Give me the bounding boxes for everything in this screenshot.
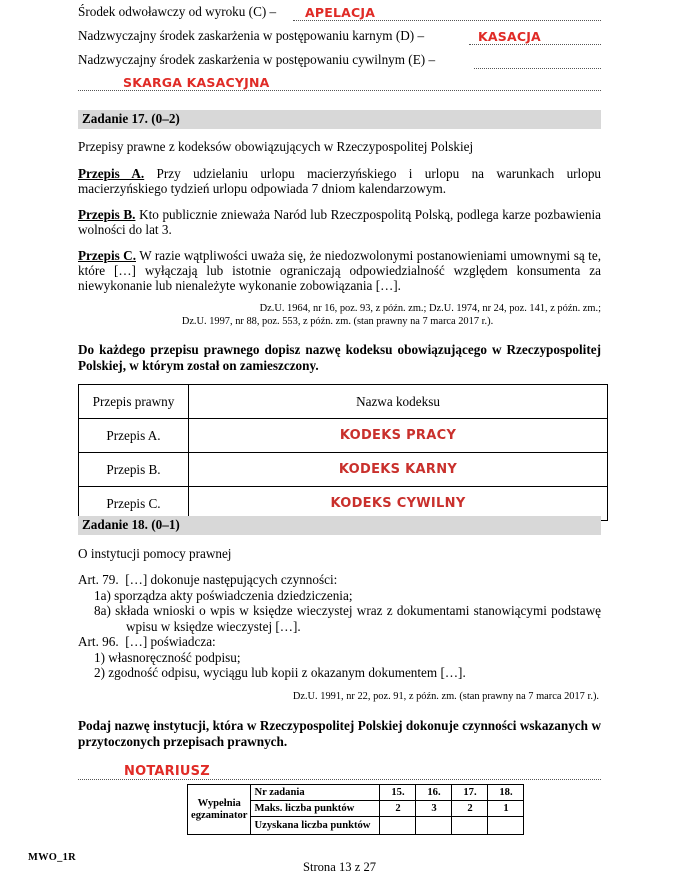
carryover-answer-c: APELACJA [305, 5, 376, 20]
article-79-text: […] dokonuje następujących czynności: [125, 572, 338, 587]
provision-a-text: Przy udzielaniu urlopu macierzyńskiego i urlopu na warunkach urlopu macierzyńskiego tydzień urlopu odpowiada 7 dniom kalendarzowym. [78, 166, 602, 196]
dotted-fill-task-18[interactable] [78, 779, 601, 780]
carryover-answer-e: SKARGA KASACYJNA [123, 75, 270, 90]
row-answer-b[interactable]: KODEKS KARNY [189, 453, 608, 487]
obtained-points-16[interactable] [416, 817, 452, 835]
task-18-intro: O instytucji pomocy prawnej [78, 546, 232, 561]
table-row [79, 419, 608, 453]
kodeks-answer-table [78, 384, 608, 521]
task-number-17: 17. [452, 785, 488, 801]
max-points-17: 2 [452, 801, 488, 817]
task-17-instruction: Do każdego przepisu prawnego dopisz nazwę kodeksu obowiązującego w Rzeczypospolitej Polskiej, w którym został on zamieszczony. [78, 342, 601, 373]
task-18-heading: Zadanie 18. (0–1) [78, 516, 601, 535]
page-number-footer: Strona 13 z 27 [302, 860, 377, 874]
row-answer-c[interactable]: KODEKS CYWILNY [189, 487, 608, 521]
row-provision-c: Przepis C. [79, 487, 189, 521]
task-18-answer: NOTARIUSZ [124, 763, 210, 779]
score-row-task-numbers [188, 785, 524, 801]
task-18-articles [78, 572, 601, 681]
article-79-label: Art. 79. [78, 572, 119, 587]
exam-code-footer: MWO_1R [28, 852, 76, 863]
carryover-line-e-cont [78, 71, 601, 93]
task-number-15: 15. [380, 785, 416, 801]
row-provision-b: Przepis B. [79, 453, 189, 487]
task-18 [78, 516, 601, 782]
max-points-15: 2 [380, 801, 416, 817]
score-label-obtained-points: Uzyskana liczba punktów [251, 817, 380, 835]
provision-b-text: Kto publicznie znieważa Naród lub Rzeczpospolitą Polską, podlega karze pozbawienia wolności do lat 3. [78, 207, 602, 237]
table-row [79, 453, 608, 487]
article-96-item-1: 1) własnoręczność podpisu; [94, 649, 241, 665]
score-label-task-number: Nr zadania [251, 785, 380, 801]
carryover-prompt-d: Nadzwyczajny środek zaskarżenia w postępowaniu karnym (D) – [78, 28, 425, 43]
task-17-source-line-2: Dz.U. 1997, nr 88, poz. 553, z późn. zm. (stan prawny na 7 marca 2017 r.). [181, 316, 494, 327]
filled-by-line-1: Wypełnia [197, 797, 241, 809]
dotted-fill-e-cont[interactable] [78, 90, 601, 91]
dotted-fill-e[interactable] [474, 68, 601, 69]
obtained-points-15[interactable] [380, 817, 416, 835]
task-number-18: 18. [488, 785, 524, 801]
carryover-line-e [78, 47, 601, 71]
article-79-item-1a: 1a) sporządza akty poświadczenia dziedziczenia; [94, 587, 353, 603]
max-points-16: 3 [416, 801, 452, 817]
header-provision: Przepis prawny [79, 385, 189, 419]
article-96 [78, 634, 601, 650]
article-79-item-8a: 8a) składa wnioski o wpis w księdze wieczystej wraz z dokumentami stanowiącymi podstawę wpisu w księdze wieczystej […]. [94, 603, 601, 634]
article-79 [78, 572, 601, 588]
article-96-text: […] poświadcza: [125, 634, 216, 649]
provision-a [78, 166, 601, 196]
carryover-prompt-e: Nadzwyczajny środek zaskarżenia w postępowaniu cywilnym (E) – [78, 52, 436, 67]
score-label-max-points: Maks. liczba punktów [251, 801, 380, 817]
provision-c-label: Przepis C. [78, 248, 136, 263]
table-header-row [79, 385, 608, 419]
row-provision-a: Przepis A. [79, 419, 189, 453]
filled-by-line-2: egzaminator [191, 809, 248, 821]
task-18-source: Dz.U. 1991, nr 22, poz. 91, z późn. zm. (stan prawny na 7 marca 2017 r.). [292, 690, 599, 702]
obtained-points-18[interactable] [488, 817, 524, 835]
carryover-prompt-c: Środek odwoławczy od wyroku (C) – [78, 4, 277, 19]
carryover-line-c [78, 2, 601, 23]
provision-c-text: W razie wątpliwości uważa się, że niedozwolonymi postanowieniami umownymi są te, które […] wyłączają lub istotnie ograniczają odpowiedzialność względem konsumenta za niewykonanie lub nienależyte wykonanie zobowiązania […]. [78, 248, 601, 293]
max-points-18: 1 [488, 801, 524, 817]
dotted-fill-d[interactable] [469, 44, 601, 45]
row-answer-a[interactable]: KODEKS PRACY [189, 419, 608, 453]
provision-b-label: Przepis B. [78, 207, 136, 222]
obtained-points-17[interactable] [452, 817, 488, 835]
filled-by-examiner-label [188, 785, 251, 835]
task-17-heading: Zadanie 17. (0–2) [78, 110, 601, 129]
carryover-answer-d: KASACJA [478, 29, 541, 44]
article-96-label: Art. 96. [78, 634, 119, 649]
task-17-intro: Przepisy prawne z kodeksów obowiązujących w Rzeczypospolitej Polskiej [78, 139, 474, 154]
task-18-instruction: Podaj nazwę instytucji, która w Rzeczypospolitej Polskiej dokonuje czynności wskazanych w przytoczonych przepisach prawnych. [78, 717, 601, 749]
task-17 [78, 110, 601, 521]
examiner-score-table [187, 784, 524, 835]
provision-c [78, 248, 601, 293]
score-table [187, 784, 524, 835]
dotted-fill-c[interactable] [293, 20, 601, 21]
carryover-line-d [78, 23, 601, 47]
task-17-source-line-1: Dz.U. 1964, nr 16, poz. 93, z późn. zm.; Dz.U. 1974, nr 24, poz. 141, z późn. zm.; [259, 303, 601, 314]
article-96-item-2: 2) zgodność odpisu, wyciągu lub kopii z okazanym dokumentem […]. [94, 665, 466, 680]
carryover-block [78, 2, 601, 93]
header-code-name: Nazwa kodeksu [189, 385, 608, 419]
task-18-answer-line [78, 758, 601, 782]
provision-b [78, 207, 601, 237]
provision-a-label: Przepis A. [78, 166, 145, 181]
task-number-16: 16. [416, 785, 452, 801]
